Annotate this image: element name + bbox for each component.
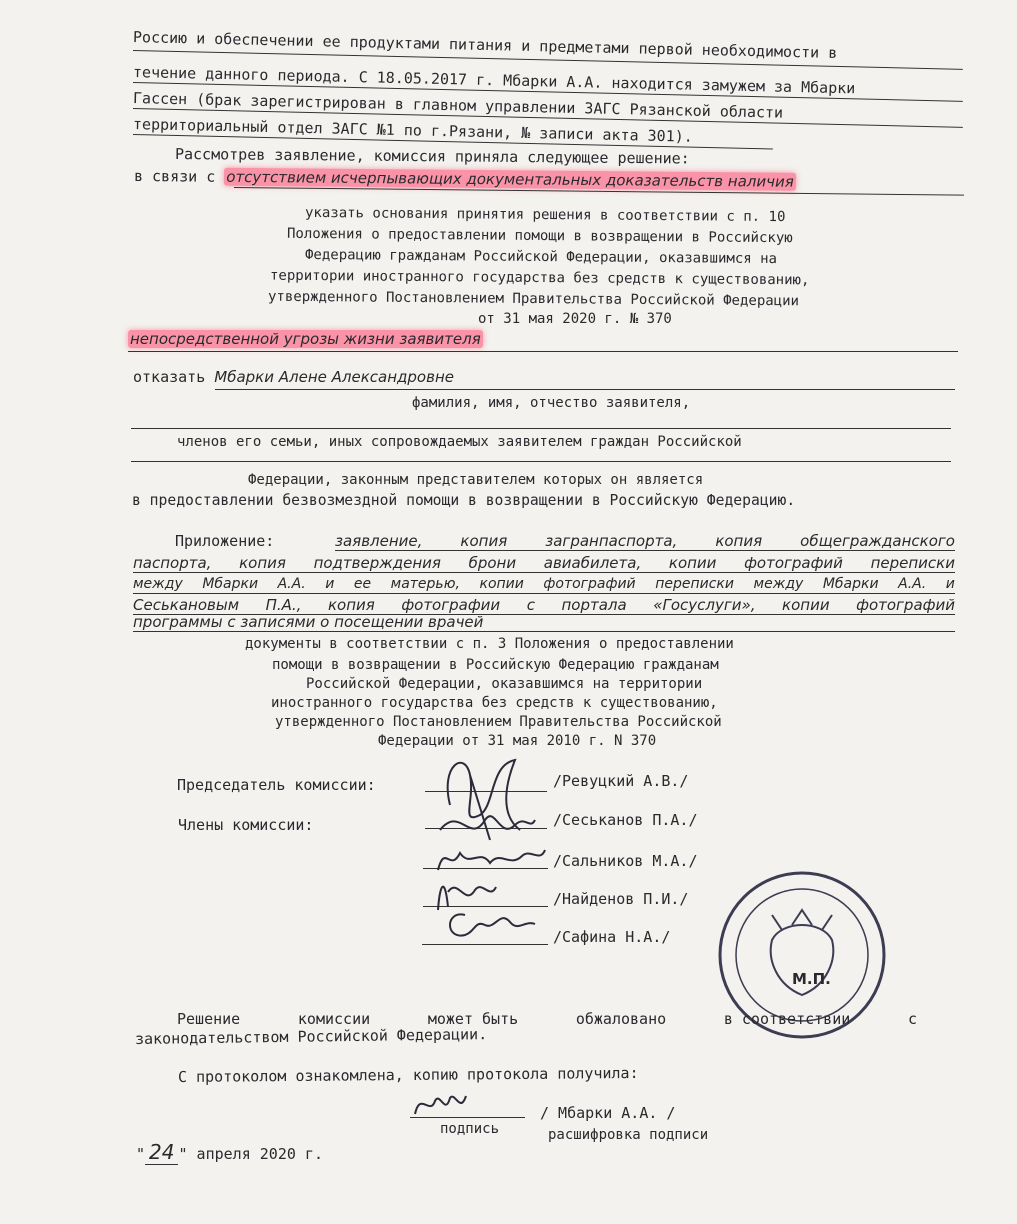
attach-word: Сеськановым [133,596,240,614]
attach-word: копия [239,554,286,572]
attach-word: А.А. [898,576,927,592]
member-name-3: /Найденов П.И./ [553,890,689,908]
refuse-label: отказать [133,368,206,386]
member-name-1: /Сеськанов П.А./ [553,811,698,829]
attach-word: А.А. [277,576,306,592]
signature-applicant [410,1086,470,1120]
receipt-decode-hint: расшифровка подписи [548,1127,709,1143]
attach-word: общегражданского [800,532,955,550]
top-line-1: Россию и обеспечении ее продуктами питания и предметами первой необходимости в [132,28,838,62]
attachments-hint-5: утвержденного Постановлением Правительства Российской [275,714,722,730]
top-line-3: Гассен (брак зарегистрирован в главном управлении ЗАГС Рязанской области [132,89,784,122]
attach-word: между [133,576,183,592]
date-open-quote: " [136,1145,146,1163]
appeal-word: в соответствии [723,1010,851,1028]
attach-word: копии [668,554,717,572]
decision-prefix: в связи с [133,167,216,186]
receipt-text: С протоколом ознакомлена, копию протокола получила: [177,1063,639,1086]
attachments-label: Приложение: [175,532,275,550]
appeal-word: Решение [177,1010,241,1028]
appeal-word: с [907,1010,917,1028]
attach-word: переписки [870,554,955,572]
family-underline-1 [131,428,951,429]
rep-hint: Федерации, законным представителем которых он является [248,472,704,488]
attach-word: паспорта, [133,554,212,572]
attach-word: копии [479,576,524,592]
attach-word: между [753,576,804,592]
chair-name: /Ревуцкий А.В./ [553,772,689,790]
attachments-hint-1: документы в соответствии с п. 3 Положения о предоставлении [245,636,734,652]
attach-word: Мбарки [822,576,879,592]
date-close-quote: " [178,1145,188,1163]
attach-word: загранпаспорта, [545,532,678,550]
attach-word: и [325,576,335,592]
attach-word: и [945,576,955,592]
appeal-word: может быть [427,1010,519,1028]
attach-word: брони [468,554,517,572]
attach-word: копия [327,596,375,614]
attach-word: авиабилета, [543,554,642,572]
attach-word: П.А., [265,596,302,614]
date-rest: апреля 2020 г. [196,1145,323,1163]
refuse-line [133,368,454,386]
attach-word: копия [715,532,763,550]
decision-intro: Рассмотрев заявление, комиссия приняла следующее решение: [174,145,690,168]
attachments-row-3 [133,575,955,594]
chair-label: Председатель комиссии: [177,776,376,794]
attachments-row-2 [133,554,955,573]
decision-final: в предоставлении безвозмездной помощи в возвращении в Российскую Федерацию. [132,492,796,509]
applicant-name: Мбарки Алене Александровне [214,368,454,386]
appeal-line-2: законодательством Российской Федерации. [134,1025,488,1048]
attach-word: фотографий [856,596,955,614]
family-underline-2 [131,461,951,462]
attach-word: фотографий [744,554,843,572]
date-day: 24 [145,1140,178,1165]
decision-reason-2: непосредственной угрозы жизни заявителя [130,330,481,348]
applicant-signature-line [410,1117,525,1118]
attach-word: портала [561,596,627,614]
decision-reason-2-underline [128,351,958,352]
decision-hint-6: от 31 мая 2020 г. № 370 [478,311,672,327]
attach-word: Мбарки [202,576,259,592]
top-line-2: течение данного периода. С 18.05.2017 г. Мбарки А.А. находится замужем за Мбарки [132,63,856,98]
members-label: Члены комиссии: [178,816,314,834]
appeal-word: комиссии [297,1010,371,1028]
applicant-hint: фамилия, имя, отчество заявителя, [412,395,691,411]
member-name-4: /Сафина Н.А./ [553,928,671,946]
decision-hint-5: утвержденного Постановлением Правительства Российской Федерации [267,288,800,310]
attachments-row-5: программы с записями о посещении врачей [133,613,484,631]
attach-word: ее [353,576,372,592]
receipt-sign-hint: подпись [440,1121,500,1137]
applicant-underline [215,389,955,390]
attachments-hint-2: помощи в возвращении в Российскую Федерацию гражданам [272,657,719,673]
appeal-line-1 [177,1010,917,1028]
decision-hint-2: Положения о предоставлении помощи в возвращении в Российскую [286,225,793,247]
appeal-word: обжаловано [575,1010,667,1028]
receipt-name: / Мбарки А.А. / [540,1104,676,1122]
attach-word: с [526,596,535,614]
decision-hint-4: территории иностранного государства без средств к существованию, [269,267,810,289]
attachments-underline-5 [133,631,955,632]
top-line-4: территориальный отдел ЗАГС №1 по г.Рязани, № записи акта 301). [132,115,693,146]
attach-word: копии [782,596,830,614]
decision-hint-3: Федерацию гражданам Российской Федерации, оказавшимся на [304,246,778,268]
family-hint: членов его семьи, иных сопровождаемых заявителем граждан Российской [177,434,742,450]
stamp-mp-text: М.П. [792,970,831,988]
decision-reason-2-line [128,330,483,348]
attachments-row-1 [175,532,955,551]
attachments-hint-3: Российской Федерации, оказавшимся на территории [306,676,703,692]
member-name-2: /Сальников М.А./ [553,852,698,870]
attach-word: «Госуслуги», [653,596,756,614]
signature-member-4 [440,900,540,948]
attach-word: заявление, [335,532,423,550]
attach-word: фотографии [401,596,501,614]
date-line [136,1140,323,1164]
decision-reason-1: отсутствием исчерпывающих документальных доказательств наличия [226,167,794,191]
attachments-hint-4: иностранного государства без средств к существованию, [271,695,718,711]
attach-word: фотографий [543,576,636,592]
attachments-hint-6: Федерации от 31 мая 2010 г. N 370 [378,733,657,749]
attach-word: копия [460,532,508,550]
attach-word: переписки [655,576,734,592]
attach-word: матерью, [390,576,460,592]
decision-hint-1: указать основания принятия решения в соответствии с п. 10 [304,204,786,226]
attach-word: подтверждения [313,554,441,572]
